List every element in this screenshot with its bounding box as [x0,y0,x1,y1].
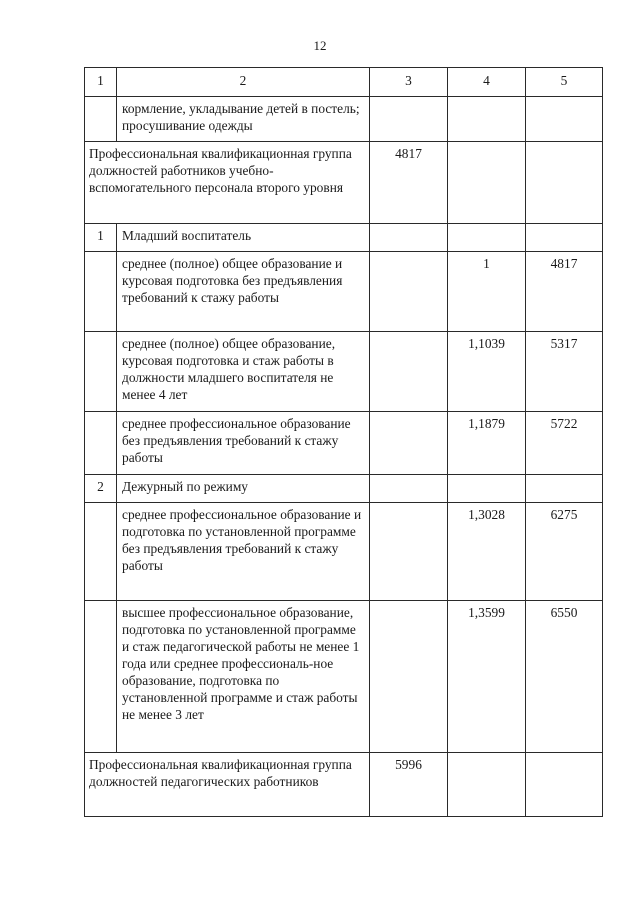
table-row [85,97,603,142]
row-coefficient [448,142,526,224]
row-coefficient [448,224,526,252]
group-base-salary: 5996 [370,753,448,817]
table-row [85,412,603,475]
header-cell-1: 1 [85,68,117,97]
row-salary-base [370,412,448,475]
table-row [85,503,603,601]
row-description: среднее профессиональное образование и подготовка по установленной программе без предъявления требований к стажу работы [117,503,370,601]
page-number: 12 [313,38,327,53]
position-title: Дежурный по режиму [117,475,370,503]
row-coefficient [448,475,526,503]
row-number [85,601,117,753]
row-description: кормление, укладывание детей в постель; просушивание одежды [117,97,370,142]
table-row-group [85,142,603,224]
row-description: высшее профессиональное образование, подготовка по установленной программе и стаж педагогической работы не менее 1 года или среднее профессиональ-ное образование, подготовка по установленной программе и стаж работы не менее 3 лет [117,601,370,753]
row-salary: 5317 [526,332,603,412]
row-salary: 4817 [526,252,603,332]
row-number [85,412,117,475]
row-salary: 5722 [526,412,603,475]
table-row-position [85,475,603,503]
row-number [85,97,117,142]
table-header-row [85,68,603,97]
row-description: среднее профессиональное образование без предъявления требований к стажу работы [117,412,370,475]
header-cell-3: 3 [370,68,448,97]
row-coefficient: 1,1039 [448,332,526,412]
row-coefficient [448,753,526,817]
row-salary-base [370,97,448,142]
row-salary: 6550 [526,601,603,753]
row-description: среднее (полное) общее образование и курсовая подготовка без предъявления требований к стажу работы [117,252,370,332]
row-coefficient: 1,3028 [448,503,526,601]
row-number [85,252,117,332]
table-row [85,252,603,332]
row-salary-base [370,252,448,332]
group-base-salary: 4817 [370,142,448,224]
row-number [85,332,117,412]
row-salary [526,224,603,252]
table-row [85,332,603,412]
row-number: 1 [85,224,117,252]
row-coefficient: 1,1879 [448,412,526,475]
position-title: Младший воспитатель [117,224,370,252]
row-coefficient: 1,3599 [448,601,526,753]
table-row [85,601,603,753]
table-row-position [85,224,603,252]
row-salary [526,142,603,224]
header-cell-4: 4 [448,68,526,97]
row-salary: 6275 [526,503,603,601]
group-title: Профессиональная квалификационная группа должностей педагогических работников [85,753,370,817]
header-cell-5: 5 [526,68,603,97]
table-row-group [85,753,603,817]
row-salary [526,753,603,817]
group-title: Профессиональная квалификационная группа должностей работников учебно-вспомогательного персонала второго уровня [85,142,370,224]
row-salary-base [370,224,448,252]
row-coefficient: 1 [448,252,526,332]
header-cell-2: 2 [117,68,370,97]
row-description: среднее (полное) общее образование, курсовая подготовка и стаж работы в должности младшего воспитателя не менее 4 лет [117,332,370,412]
row-salary [526,475,603,503]
row-salary-base [370,332,448,412]
row-number: 2 [85,475,117,503]
row-salary [526,97,603,142]
row-salary-base [370,503,448,601]
row-coefficient [448,97,526,142]
row-number [85,503,117,601]
row-salary-base [370,475,448,503]
row-salary-base [370,601,448,753]
salary-table [84,67,603,817]
